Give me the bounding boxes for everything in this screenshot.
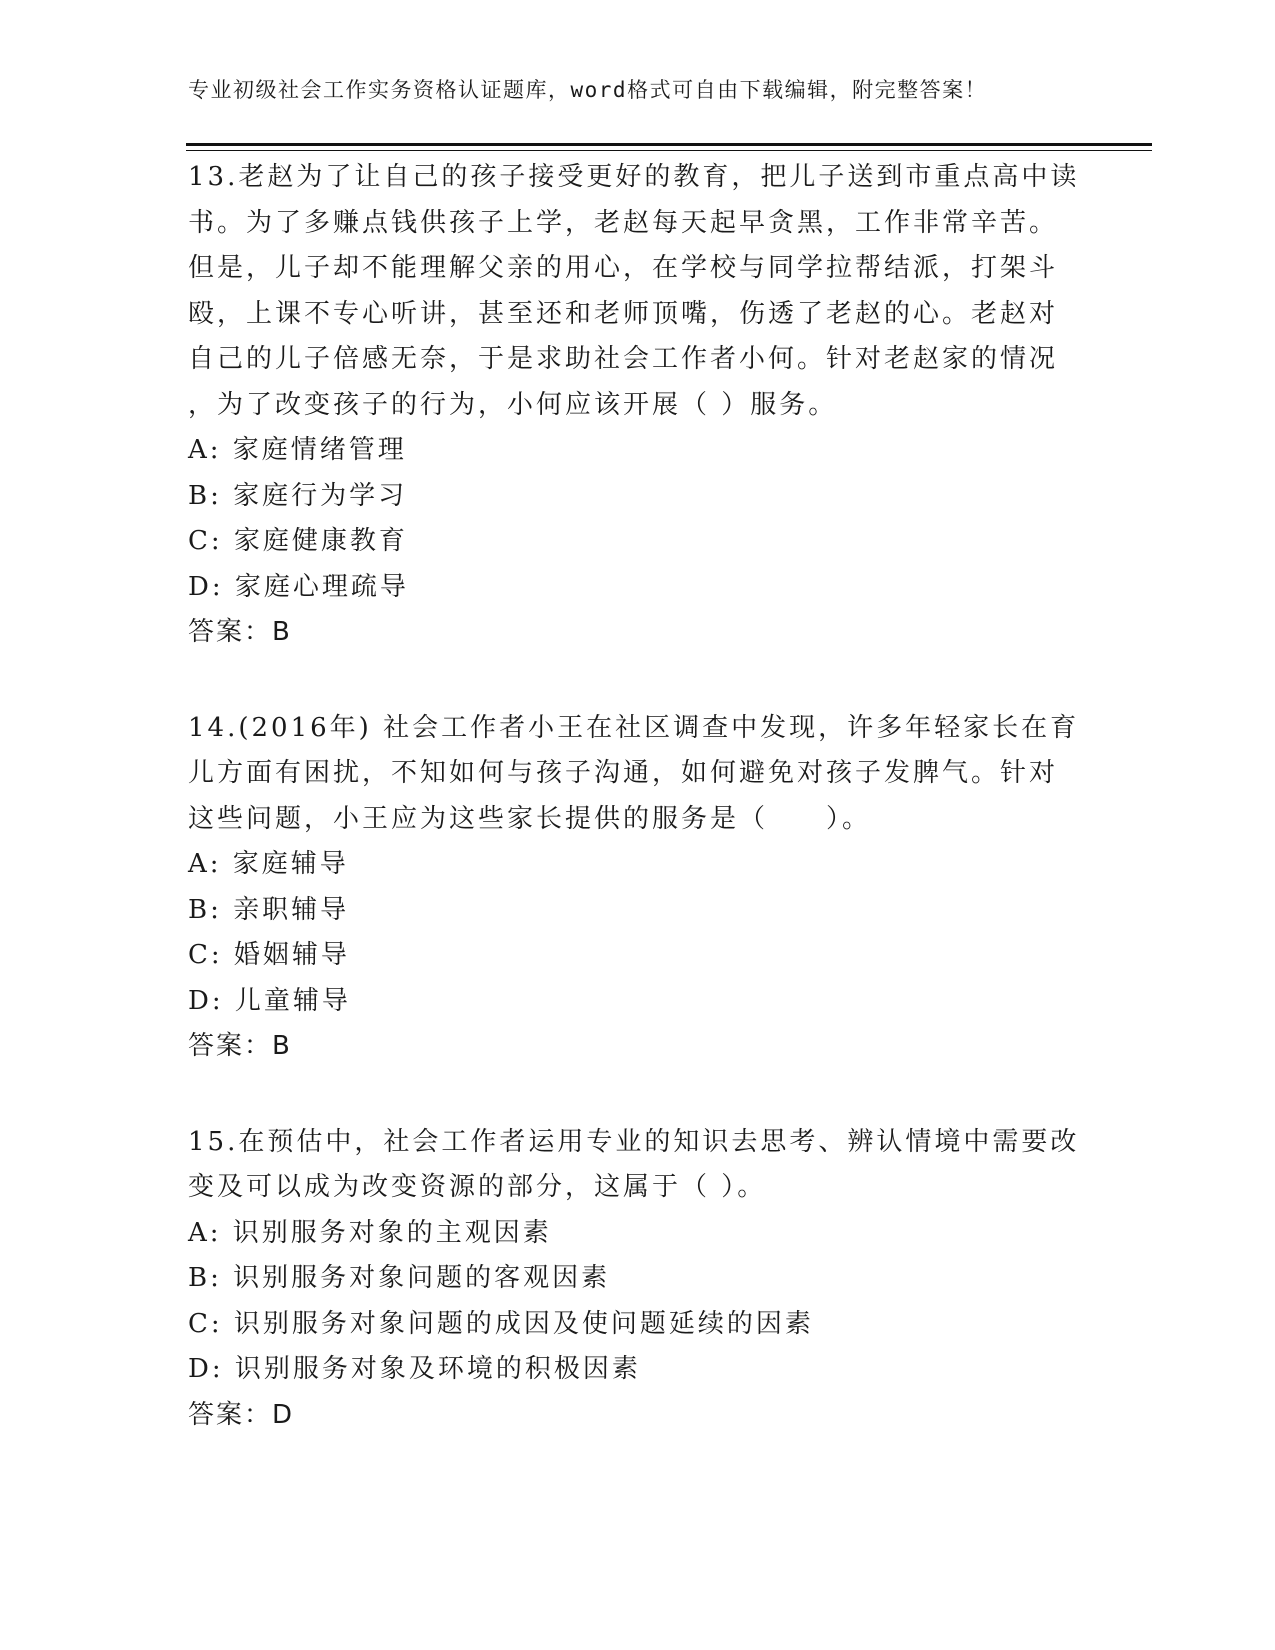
question-text-line: 变及可以成为改变资源的部分，这属于（ ）。 — [188, 1172, 767, 1202]
option-a: A: 识别服务对象的主观因素 — [188, 1217, 552, 1248]
option-d: D: 家庭心理疏导 — [188, 571, 409, 602]
question-text-line: 书。为了多赚点钱供孩子上学，老赵每天起早贪黑，工作非常辛苦。 — [188, 207, 1059, 238]
question-text-line: ，为了改变孩子的行为，小何应该开展（ ）服务。 — [188, 389, 838, 420]
answer: 答案：D — [188, 1399, 295, 1430]
option-a: A: 家庭辅导 — [188, 849, 349, 879]
option-b: B: 亲职辅导 — [188, 894, 350, 925]
question-15 — [188, 1120, 1088, 1439]
option-c: C: 识别服务对象问题的成因及使问题延续的因素 — [188, 1308, 814, 1339]
question-text-line: 自己的儿子倍感无奈，于是求助社会工作者小何。针对老赵家的情况 — [188, 344, 1059, 374]
question-text-line: 13.老赵为了让自己的孩子接受更好的教育，把儿子送到市重点高中读 — [188, 162, 1080, 192]
question-text-line: 15.在预估中，社会工作者运用专业的知识去思考、辨认情境中需要改 — [188, 1126, 1080, 1157]
page-header: 专业初级社会工作实务资格认证题库，word格式可自由下载编辑，附完整答案！ — [188, 78, 988, 102]
question-14 — [188, 706, 1088, 1070]
question-text-line: 14.(2016年) 社会工作者小王在社区调查中发现，许多年轻家长在育 — [188, 712, 1080, 743]
question-text-line: 儿方面有困扰，不知如何与孩子沟通，如何避免对孩子发脾气。针对 — [188, 758, 1059, 788]
header-rule-thick — [186, 143, 1152, 146]
option-d: D: 识别服务对象及环境的积极因素 — [188, 1354, 641, 1384]
question-text-line: 殴，上课不专心听讲，甚至还和老师顶嘴，伤透了老赵的心。老赵对 — [188, 298, 1059, 329]
option-b: B: 家庭行为学习 — [188, 480, 408, 511]
answer: 答案：B — [188, 617, 292, 647]
question-13 — [188, 155, 1088, 656]
question-text-line: 但是，儿子却不能理解父亲的用心，在学校与同学拉帮结派，打架斗 — [188, 253, 1059, 283]
option-c: C: 婚姻辅导 — [188, 940, 350, 970]
option-b: B: 识别服务对象问题的客观因素 — [188, 1263, 611, 1293]
option-a: A: 家庭情绪管理 — [188, 435, 407, 465]
answer: 答案：B — [188, 1031, 292, 1061]
option-d: D: 儿童辅导 — [188, 985, 351, 1016]
question-list — [188, 155, 1088, 1488]
question-text-line: 这些问题，小王应为这些家长提供的服务是（ ）。 — [188, 803, 872, 834]
header-rule-thin — [186, 150, 1152, 151]
option-c: C: 家庭健康教育 — [188, 526, 408, 556]
